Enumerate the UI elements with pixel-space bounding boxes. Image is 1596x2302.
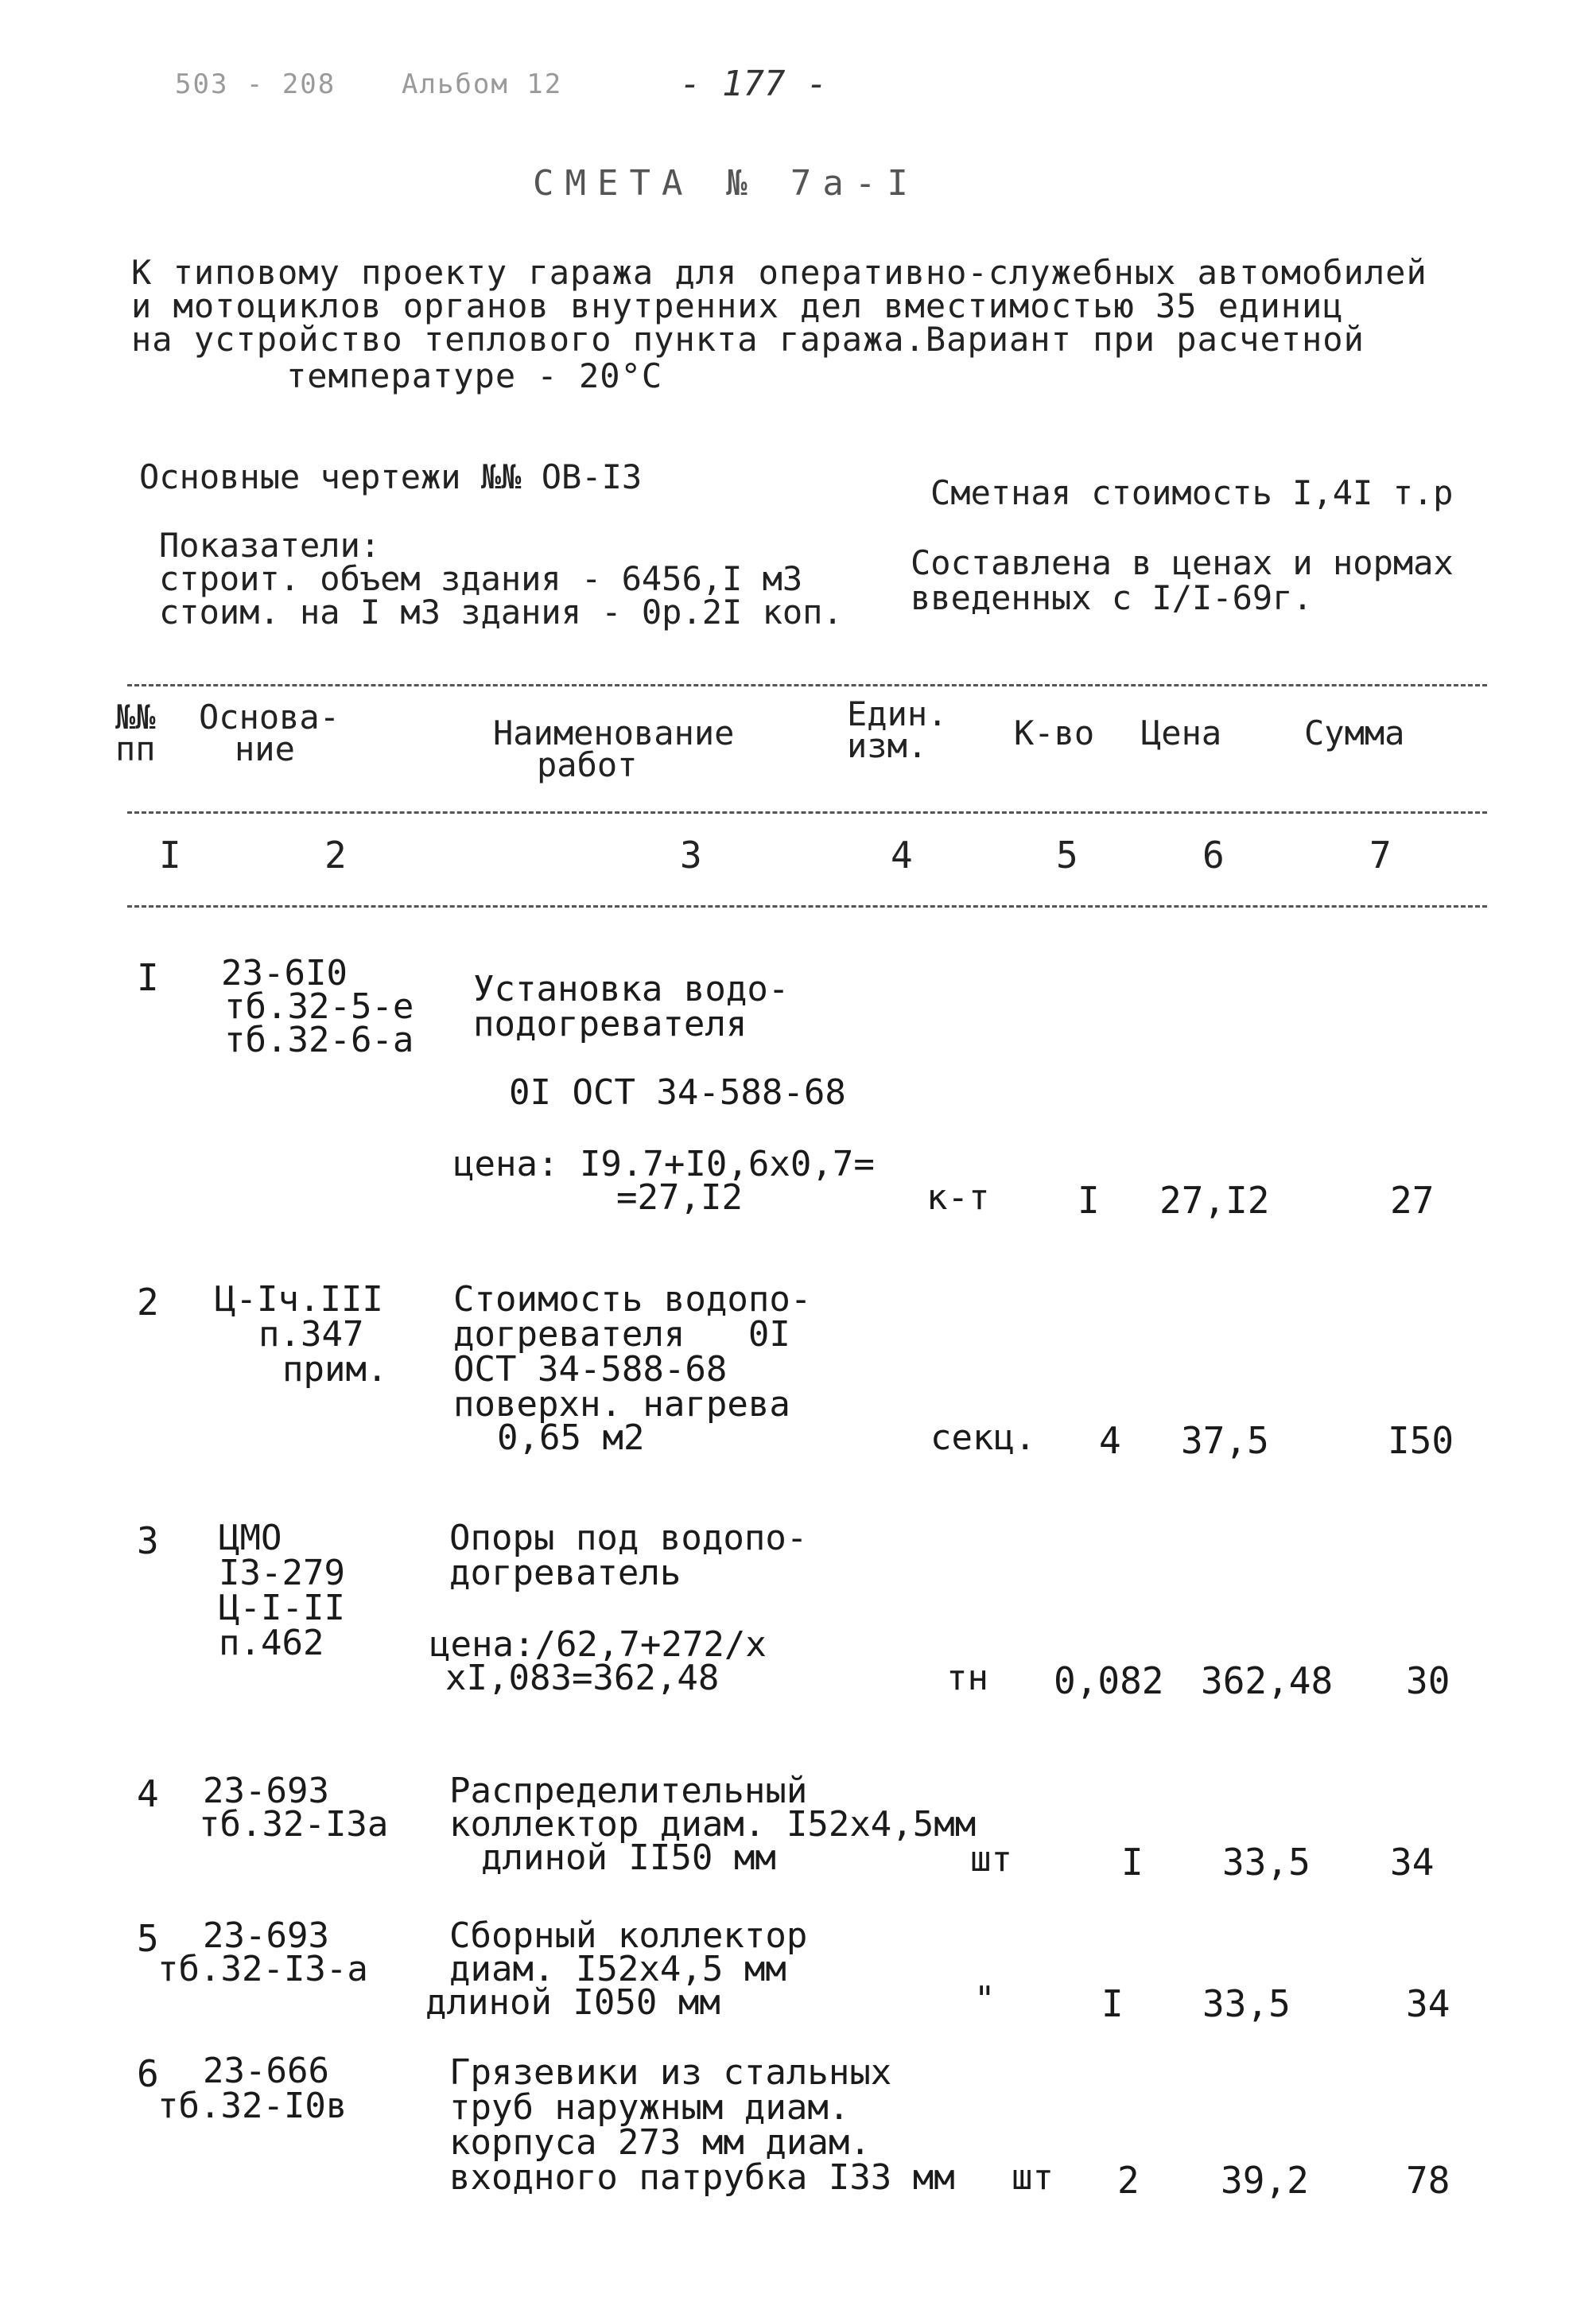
- column-number-2: 2: [324, 834, 347, 877]
- row-1-price-calc-line-1: цена: I9.7+I0,6х0,7=: [453, 1144, 875, 1184]
- row-2-basis-line-1: Ц-Iч.III: [215, 1279, 383, 1320]
- row-1-number: I: [137, 956, 159, 999]
- row-6-basis-line-2: тб.32-I0в: [157, 2086, 348, 2126]
- row-2-name-line-5: 0,65 м2: [497, 1417, 645, 1458]
- row-1-price-calc-line-2: =27,I2: [616, 1177, 743, 1218]
- row-1-name-line-1: Установка водо-: [473, 969, 790, 1009]
- header-col-2-line-1: Основа-: [199, 698, 340, 737]
- table-header-rule: [127, 811, 1487, 814]
- row-5-quantity: I: [1101, 1982, 1124, 2025]
- intro-line-3: на устройство теплового пункта гаража.Вариант при расчетной: [131, 320, 1365, 359]
- row-5-basis-line-2: тб.32-I3-а: [157, 1949, 368, 1989]
- row-6-name-line-4: входного патрубка I33 мм: [449, 2157, 955, 2198]
- row-3-price-calc-line-1: цена:/62,7+272/х: [429, 1624, 767, 1665]
- header-col-1-line-2: пп: [115, 729, 156, 768]
- row-2-quantity: 4: [1099, 1419, 1121, 1462]
- column-number-1: I: [159, 834, 181, 877]
- main-drawings: Основные чертежи №№ ОВ-I3: [139, 457, 643, 496]
- intro-line-1: К типовому проекту гаража для оперативно-служебных автомобилей: [131, 253, 1427, 292]
- row-5-basis-line-1: 23-693: [203, 1915, 329, 1956]
- row-4-name-line-2: коллектор диам. I52х4,5мм: [449, 1804, 977, 1845]
- row-2-basis-line-2: п.347: [258, 1314, 364, 1355]
- row-6-name-line-1: Грязевики из стальных: [449, 2052, 892, 2093]
- row-2-name-line-1: Стоимость водопо-: [453, 1279, 812, 1320]
- row-5-unit-ditto: ": [974, 1979, 996, 2020]
- row-3-quantity: 0,082: [1054, 1659, 1164, 1702]
- row-5-price: 33,5: [1202, 1982, 1291, 2025]
- row-2-basis-line-3: прим.: [282, 1349, 388, 1390]
- row-3-number: 3: [137, 1519, 159, 1562]
- row-3-name-line-2: догреватель: [449, 1553, 682, 1593]
- header-col-4-line-2: изм.: [847, 726, 928, 765]
- row-6-name-line-3: корпуса 273 мм диам.: [449, 2122, 871, 2163]
- table-top-rule: [127, 684, 1487, 686]
- row-6-basis-line-1: 23-666: [203, 2051, 329, 2091]
- album-label: Альбом 12: [402, 68, 563, 100]
- row-5-name-line-2: диам. I52х4,5 мм: [449, 1949, 786, 1989]
- row-3-unit: тн: [946, 1658, 988, 1698]
- row-6-unit: шт: [1012, 2157, 1054, 2198]
- row-6-number: 6: [137, 2052, 159, 2095]
- document-code: 503 - 208: [175, 68, 336, 100]
- header-col-6: Цена: [1141, 714, 1222, 752]
- row-3-sum: 30: [1406, 1659, 1450, 1702]
- row-2-price: 37,5: [1181, 1419, 1269, 1462]
- column-number-3: 3: [680, 834, 702, 877]
- column-number-6: 6: [1202, 834, 1225, 877]
- row-1-basis-line-3: тб.32-6-а: [224, 1020, 414, 1060]
- prices-basis-line-1: Составлена в ценах и нормах: [911, 543, 1454, 582]
- row-4-basis-line-2: тб.32-I3а: [199, 1804, 389, 1845]
- row-2-sum: I50: [1388, 1419, 1454, 1462]
- build-volume: строит. объем здания - 6456,I м3: [159, 559, 803, 598]
- intro-line-4: температуре - 20°С: [286, 356, 663, 395]
- row-1-name-line-2: подогревателя: [473, 1004, 748, 1044]
- row-5-name-line-3: длиной I050 мм: [425, 1982, 720, 2023]
- estimated-cost: Сметная стоимость I,4I т.р: [930, 473, 1454, 512]
- header-col-2-line-2: ние: [235, 729, 295, 768]
- row-1-basis-line-2: тб.32-5-е: [224, 986, 414, 1027]
- row-6-price: 39,2: [1221, 2159, 1309, 2202]
- estimate-title: СМЕТА № 7а-I: [533, 163, 919, 204]
- row-1-quantity: I: [1078, 1179, 1100, 1222]
- row-3-price: 362,48: [1201, 1659, 1334, 1702]
- row-3-basis-line-1: ЦМО: [219, 1518, 282, 1558]
- row-2-name-line-4: поверхн. нагрева: [453, 1384, 790, 1425]
- row-5-name-line-1: Сборный коллектор: [449, 1915, 808, 1956]
- row-6-sum: 78: [1406, 2159, 1450, 2202]
- row-2-unit: секц.: [930, 1417, 1036, 1458]
- header-col-7: Сумма: [1304, 714, 1405, 752]
- header-col-4-line-1: Един.: [847, 694, 948, 733]
- row-3-name-line-1: Опоры под водопо-: [449, 1518, 808, 1558]
- row-4-unit: шт: [970, 1839, 1012, 1880]
- intro-line-2: и мотоциклов органов внутренних дел вместимостью 35 единиц: [131, 286, 1344, 325]
- header-col-3-line-2: работ: [537, 745, 638, 784]
- row-6-quantity: 2: [1117, 2159, 1140, 2202]
- row-4-name-line-3: длиной II50 мм: [481, 1837, 776, 1878]
- row-4-sum: 34: [1390, 1841, 1435, 1884]
- row-3-basis-line-4: п.462: [219, 1623, 324, 1663]
- row-6-name-line-2: труб наружным диам.: [449, 2087, 850, 2128]
- column-number-7: 7: [1369, 834, 1392, 877]
- table-colnum-rule: [127, 905, 1487, 908]
- row-3-basis-line-2: I3-279: [219, 1553, 345, 1593]
- row-1-price: 27,I2: [1159, 1179, 1270, 1222]
- row-5-sum: 34: [1406, 1982, 1450, 2025]
- row-1-unit: к-т: [926, 1177, 990, 1218]
- page-number: - 177 -: [680, 64, 828, 104]
- column-number-4: 4: [891, 834, 913, 877]
- header-col-5: К-во: [1014, 714, 1095, 752]
- row-3-basis-line-3: Ц-I-II: [219, 1588, 345, 1628]
- row-3-price-calc-line-2: хI,083=362,48: [445, 1658, 720, 1698]
- cost-per-m3: стоим. на I м3 здания - 0р.2I коп.: [159, 593, 843, 632]
- row-1-basis-line-1: 23-6I0: [221, 953, 348, 994]
- row-2-name-line-3: ОСТ 34-588-68: [453, 1349, 728, 1390]
- row-2-number: 2: [137, 1281, 159, 1324]
- row-4-number: 4: [137, 1772, 159, 1815]
- row-4-name-line-1: Распределительный: [449, 1771, 808, 1811]
- row-5-number: 5: [137, 1917, 159, 1960]
- column-number-5: 5: [1056, 834, 1078, 877]
- row-4-price: 33,5: [1222, 1841, 1311, 1884]
- row-2-name-line-2: догревателя 0I: [453, 1314, 790, 1355]
- row-4-basis-line-1: 23-693: [203, 1771, 329, 1811]
- indicators-label: Показатели:: [159, 526, 381, 565]
- header-col-3-line-1: Наименование: [493, 714, 735, 752]
- prices-basis-line-2: введенных с I/I-69г.: [911, 578, 1313, 617]
- row-4-quantity: I: [1121, 1841, 1144, 1884]
- row-1-sum: 27: [1390, 1179, 1435, 1222]
- header-col-1-line-1: №№: [115, 698, 156, 737]
- row-1-standard: 0I ОСТ 34-588-68: [509, 1072, 846, 1113]
